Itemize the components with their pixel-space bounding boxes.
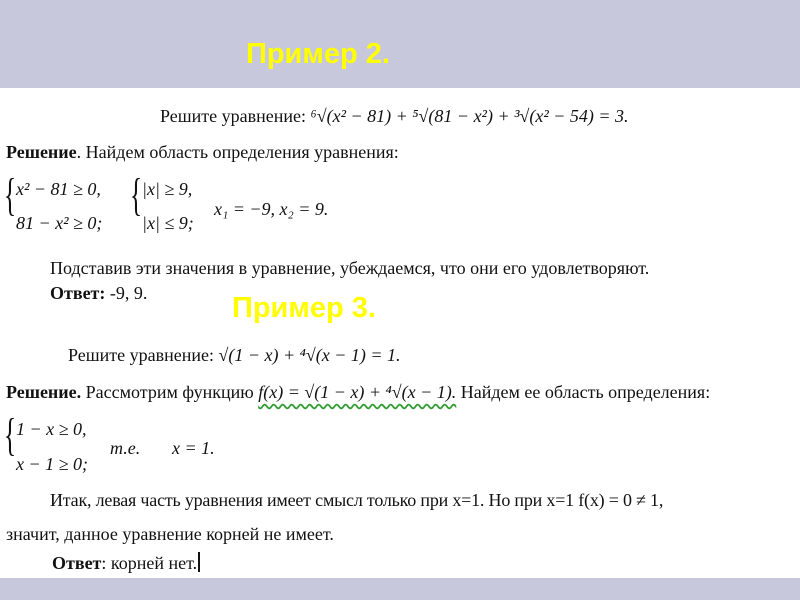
- ex2-answer-label: Ответ:: [50, 283, 106, 303]
- example-3-heading: Пример 3.: [232, 292, 376, 324]
- ex3-answer: [52, 552, 200, 574]
- ex2-solution-line: [6, 142, 399, 163]
- ex3-answer-label: Ответ: [52, 553, 102, 573]
- ex3-system-line2: x − 1 ≥ 0;: [16, 454, 89, 474]
- ex2-task-label: Решите уравнение:: [160, 106, 306, 126]
- ex2-solution-label: Решение: [6, 142, 77, 162]
- ex3-solution-tail: Найдем ее область определения:: [456, 382, 711, 402]
- ex3-conclusion-line1: Итак, левая часть уравнения имеет смысл только при x=1. Но при x=1 f(x) = 0 ≠ 1,: [50, 490, 664, 510]
- ex2-system1-line1: x² − 81 ≥ 0,: [16, 179, 101, 199]
- ex3-x-value: x = 1.: [172, 438, 215, 458]
- ex2-system2-line2: |x| ≤ 9;: [142, 213, 194, 233]
- ex2-system1-brace: {: [4, 169, 17, 220]
- ex3-solution-text: Рассмотрим функцию: [81, 382, 259, 402]
- ex2-task: [160, 106, 629, 127]
- top-band: [0, 0, 800, 88]
- ex2-answer: [50, 283, 147, 304]
- ex3-function-equation: f(x) = √(1 − x) + ⁴√(x − 1).: [258, 382, 457, 402]
- ex3-solution-line: [6, 382, 710, 403]
- ex3-task-label: Решите уравнение:: [68, 345, 214, 365]
- ex2-substitution: Подставив эти значения в уравнение, убеждаемся, что они его удовлетворяют.: [50, 258, 650, 278]
- example-2-heading: Пример 2.: [246, 38, 390, 70]
- bottom-band: [0, 578, 800, 600]
- ex2-task-equation: ⁶√(x² − 81) + ⁵√(81 − x²) + ³√(x² − 54) = 3.: [310, 106, 629, 126]
- ex2-answer-value: -9, 9.: [105, 283, 148, 303]
- ex3-task: [68, 345, 401, 366]
- ex3-task-equation: √(1 − x) + ⁴√(x − 1) = 1.: [218, 345, 401, 365]
- ex2-solution-text: . Найдем область определения уравнения:: [76, 142, 399, 162]
- ex3-system-brace: {: [4, 409, 17, 460]
- ex3-te: т.е.: [110, 438, 141, 458]
- ex3-solution-label: Решение.: [6, 382, 82, 402]
- ex2-system1-line2: 81 − x² ≥ 0;: [16, 213, 103, 233]
- text-cursor: [198, 552, 200, 572]
- ex2-system2-line1: |x| ≥ 9,: [142, 179, 193, 199]
- ex2-system2-brace: {: [130, 169, 143, 220]
- ex3-answer-value: : корней нет.: [101, 553, 198, 573]
- ex3-system-line1: 1 − x ≥ 0,: [16, 419, 87, 439]
- ex3-conclusion-line2: значит, данное уравнение корней не имеет.: [6, 524, 334, 544]
- ex2-roots: x₁ = −9, x₂ = 9.: [214, 199, 329, 219]
